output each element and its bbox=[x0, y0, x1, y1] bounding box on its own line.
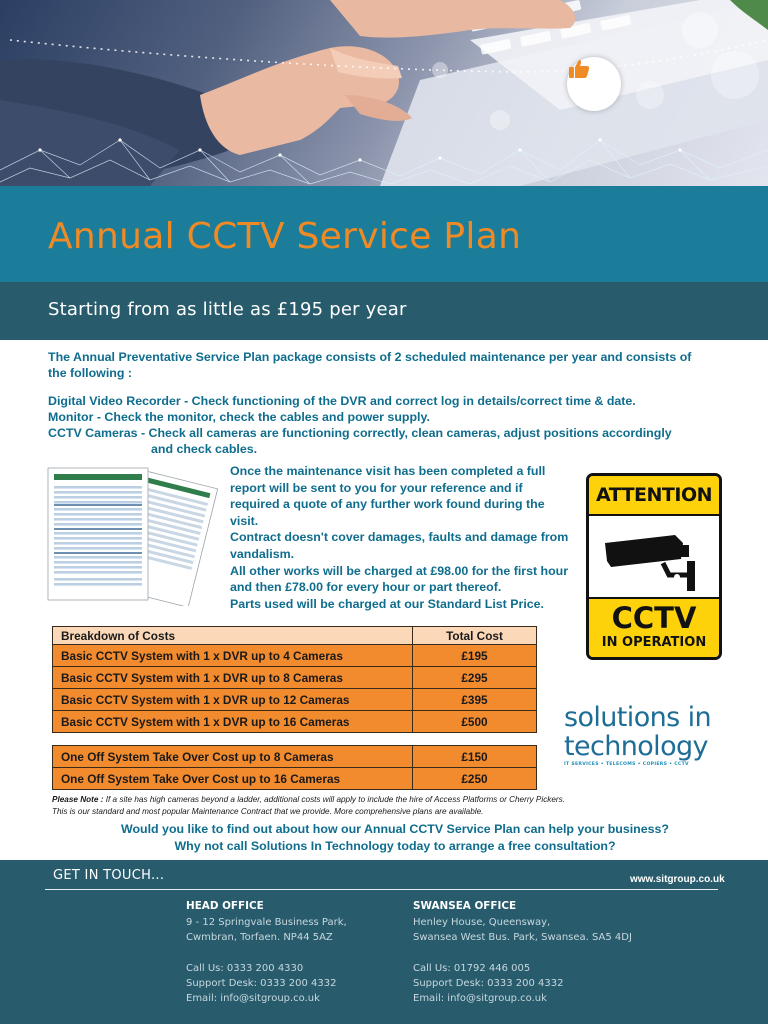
title-band bbox=[0, 186, 768, 282]
head-office-title: HEAD OFFICE bbox=[186, 900, 264, 912]
sign-footer bbox=[589, 597, 719, 657]
report-document-image bbox=[44, 460, 224, 606]
costs-table-header bbox=[53, 627, 537, 645]
swansea-office bbox=[413, 899, 632, 1006]
swansea-office-support[interactable]: Support Desk: 0333 200 4332 bbox=[413, 977, 564, 989]
cost-item: Basic CCTV System with 1 x DVR up to 4 Cameras bbox=[53, 645, 413, 667]
table-row bbox=[53, 689, 537, 711]
report-sheets-illustration bbox=[44, 460, 224, 606]
check-cameras: CCTV Cameras - Check all cameras are functioning correctly, clean cameras, adjust positions accordingly bbox=[48, 426, 672, 440]
sign-attention-text: ATTENTION bbox=[595, 484, 713, 506]
logo-line-1: solutions in bbox=[564, 702, 711, 733]
takeover-item: One Off System Take Over Cost up to 16 Cameras bbox=[53, 768, 413, 790]
rates-paragraph: All other works will be charged at £98.00 for the first hour and then £78.00 for every hour or part thereof. bbox=[230, 563, 569, 595]
cost-item: Basic CCTV System with 1 x DVR up to 8 Cameras bbox=[53, 667, 413, 689]
cost-price: £195 bbox=[413, 645, 537, 667]
cost-item: Basic CCTV System with 1 x DVR up to 12 Cameras bbox=[53, 689, 413, 711]
swansea-office-address-2: Swansea West Bus. Park, Swansea. SA5 4DJ bbox=[413, 932, 632, 944]
table-row bbox=[53, 746, 537, 768]
check-cameras-cont: and check cables. bbox=[151, 442, 258, 456]
swansea-office-address-1: Henley House, Queensway, bbox=[413, 917, 551, 929]
cta-question: Would you like to find out about how our Annual CCTV Service Plan can help your business? bbox=[121, 822, 669, 836]
swansea-office-email[interactable]: Email: info@sitgroup.co.uk bbox=[413, 993, 547, 1005]
report-info bbox=[230, 463, 570, 612]
page-title: Annual CCTV Service Plan bbox=[48, 216, 522, 257]
footer-heading: GET IN TOUCH... bbox=[53, 868, 165, 883]
cost-item: Basic CCTV System with 1 x DVR up to 16 Cameras bbox=[53, 711, 413, 733]
table-row bbox=[53, 768, 537, 790]
cost-price: £500 bbox=[413, 711, 537, 733]
sign-header bbox=[589, 476, 719, 516]
intro-text: The Annual Preventative Service Plan package consists of 2 scheduled maintenance per year and consists of the following : bbox=[48, 350, 692, 380]
header-breakdown: Breakdown of Costs bbox=[53, 627, 413, 645]
parts-paragraph: Parts used will be charged at our Standard List Price. bbox=[230, 596, 544, 611]
company-logo bbox=[564, 703, 754, 767]
head-office-address-1: 9 - 12 Springvale Business Park, bbox=[186, 917, 347, 929]
hero-image bbox=[0, 0, 768, 186]
maintenance-checks bbox=[48, 393, 718, 457]
cost-price: £295 bbox=[413, 667, 537, 689]
table-row bbox=[53, 645, 537, 667]
takeover-price: £250 bbox=[413, 768, 537, 790]
logo-line-2: technology bbox=[564, 731, 708, 762]
note-label: Please Note : bbox=[52, 795, 104, 804]
check-monitor: Monitor - Check the monitor, check the cables and power supply. bbox=[48, 410, 430, 424]
thumbs-up-badge bbox=[567, 57, 621, 111]
header-total-cost: Total Cost bbox=[413, 627, 537, 645]
note-line-2: This is our standard and most popular Maintenance Contract that we provide. More comprehensive plans are available. bbox=[52, 806, 484, 816]
website-link[interactable]: www.sitgroup.co.uk bbox=[630, 874, 725, 885]
footer bbox=[0, 860, 768, 1024]
logo-tagline: IT SERVICES • TELECOMS • COPIERS • CCTV bbox=[564, 762, 689, 767]
swansea-office-title: SWANSEA OFFICE bbox=[413, 900, 517, 912]
head-office-phone[interactable]: Call Us: 0333 200 4330 bbox=[186, 962, 304, 974]
damage-paragraph: Contract doesn't cover damages, faults and damage from vandalism. bbox=[230, 530, 569, 561]
please-note bbox=[52, 794, 565, 817]
check-dvr: Digital Video Recorder - Check functioning of the DVR and correct log in details/correct time & date. bbox=[48, 394, 636, 408]
table-row bbox=[53, 667, 537, 689]
footer-divider bbox=[45, 889, 718, 890]
page-subtitle: Starting from as little as £195 per year bbox=[48, 299, 407, 320]
takeover-price: £150 bbox=[413, 746, 537, 768]
costs-table bbox=[52, 626, 537, 733]
takeover-item: One Off System Take Over Cost up to 8 Cameras bbox=[53, 746, 413, 768]
table-row bbox=[53, 711, 537, 733]
subtitle-band bbox=[0, 282, 768, 340]
head-office-email[interactable]: Email: info@sitgroup.co.uk bbox=[186, 993, 320, 1005]
thumbs-up-icon bbox=[567, 57, 591, 81]
cctv-attention-sign bbox=[586, 473, 722, 660]
hero-illustration bbox=[0, 0, 768, 186]
cctv-camera-icon bbox=[603, 531, 707, 597]
cost-price: £395 bbox=[413, 689, 537, 711]
sign-operation-text: IN OPERATION bbox=[601, 635, 707, 650]
takeover-table bbox=[52, 745, 537, 790]
report-paragraph: Once the maintenance visit has been completed a full report will be sent to you for your reference and if required a quote of any further work found during the visit. bbox=[230, 464, 546, 528]
head-office bbox=[186, 899, 347, 1006]
sign-cctv-text: CCTV bbox=[611, 601, 697, 635]
cta-consultation: Why not call Solutions In Technology today to arrange a free consultation? bbox=[174, 839, 616, 853]
swansea-office-phone[interactable]: Call Us: 01792 446 005 bbox=[413, 962, 531, 974]
note-line-1: If a site has high cameras beyond a ladder, additional costs will apply to include the hire of Access Platforms or Cherry Pickers. bbox=[105, 795, 566, 804]
head-office-address-2: Cwmbran, Torfaen. NP44 5AZ bbox=[186, 932, 333, 944]
head-office-support[interactable]: Support Desk: 0333 200 4332 bbox=[186, 977, 337, 989]
